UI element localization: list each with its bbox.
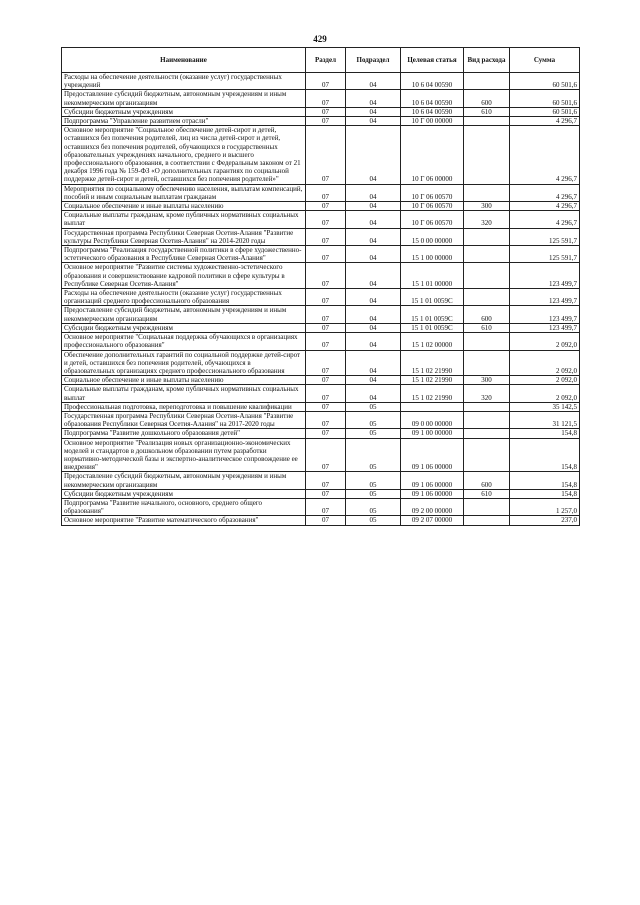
row-name-cell: Подпрограмма "Реализация государственной политики в сфере художественно-эстетического образования в Республике Северная Осетия-Алания" — [62, 246, 306, 263]
row-subsection-cell: 04 — [346, 202, 401, 211]
row-section-cell: 07 — [306, 228, 346, 245]
table-row — [62, 126, 580, 184]
row-subsection-cell: 04 — [346, 246, 401, 263]
row-kind-cell — [464, 263, 510, 289]
row-section-cell: 07 — [306, 350, 346, 376]
row-sum-cell: 4 296,7 — [510, 211, 580, 228]
row-kind-cell: 610 — [464, 489, 510, 498]
row-subsection-cell: 04 — [346, 333, 401, 350]
row-kind-cell: 300 — [464, 376, 510, 385]
row-kind-cell: 600 — [464, 90, 510, 107]
row-kind-cell — [464, 402, 510, 411]
row-section-cell: 07 — [306, 323, 346, 332]
row-name-cell: Основное мероприятие "Социальное обеспечение детей-сирот и детей, оставшихся без попечения родителей, лиц из числа детей-сирот и детей, оставшихся без попечения родителей, обучающихся в государственных образовательных учреждениях начального, среднего и высшего профессионального образования, в соответствии с Федеральным законом от 21 декабря 1996 года № 159-ФЗ «О дополнительных гарантиях по социальной поддержке детей-сирот и детей, оставшихся без попечения родителей»" — [62, 126, 306, 184]
row-sum-cell: 125 591,7 — [510, 228, 580, 245]
row-section-cell: 07 — [306, 246, 346, 263]
row-name-cell: Субсидии бюджетным учреждениям — [62, 107, 306, 116]
row-name-cell: Социальные выплаты гражданам, кроме публичных нормативных социальных выплат — [62, 211, 306, 228]
row-kind-cell — [464, 350, 510, 376]
row-subsection-cell: 04 — [346, 323, 401, 332]
table-row — [62, 333, 580, 350]
table-row — [62, 246, 580, 263]
header-sum: Сумма — [510, 48, 580, 73]
row-name-cell: Подпрограмма "Развитие дошкольного образования детей" — [62, 429, 306, 438]
row-kind-cell — [464, 228, 510, 245]
row-target-cell: 09 2 07 00000 — [401, 516, 464, 525]
row-name-cell: Субсидии бюджетным учреждениям — [62, 489, 306, 498]
row-name-cell: Предоставление субсидий бюджетным, автономным учреждениям и иным некоммерческим организациям — [62, 306, 306, 323]
row-subsection-cell: 04 — [346, 117, 401, 126]
row-sum-cell: 4 296,7 — [510, 202, 580, 211]
row-name-cell: Предоставление субсидий бюджетным, автономным учреждениям и иным некоммерческим организациям — [62, 472, 306, 489]
row-kind-cell — [464, 73, 510, 90]
row-kind-cell — [464, 126, 510, 184]
table-row — [62, 376, 580, 385]
row-subsection-cell: 05 — [346, 438, 401, 472]
table-row — [62, 411, 580, 428]
row-kind-cell — [464, 289, 510, 306]
row-section-cell: 07 — [306, 402, 346, 411]
row-subsection-cell: 04 — [346, 90, 401, 107]
table-row — [62, 90, 580, 107]
row-target-cell: 15 1 01 00000 — [401, 263, 464, 289]
row-target-cell — [401, 402, 464, 411]
row-kind-cell — [464, 117, 510, 126]
row-section-cell: 07 — [306, 489, 346, 498]
row-section-cell: 07 — [306, 211, 346, 228]
row-subsection-cell: 05 — [346, 498, 401, 515]
row-kind-cell — [464, 438, 510, 472]
row-section-cell: 07 — [306, 516, 346, 525]
table-row — [62, 350, 580, 376]
row-subsection-cell: 04 — [346, 306, 401, 323]
row-subsection-cell: 05 — [346, 472, 401, 489]
row-section-cell: 07 — [306, 107, 346, 116]
row-subsection-cell: 04 — [346, 211, 401, 228]
row-subsection-cell: 04 — [346, 73, 401, 90]
row-name-cell: Социальное обеспечение и иные выплаты населению — [62, 202, 306, 211]
row-sum-cell: 4 296,7 — [510, 184, 580, 201]
row-sum-cell: 154,8 — [510, 472, 580, 489]
row-target-cell: 15 1 02 00000 — [401, 333, 464, 350]
row-subsection-cell: 04 — [346, 126, 401, 184]
budget-table — [61, 47, 580, 526]
table-row — [62, 498, 580, 515]
row-name-cell: Социальные выплаты гражданам, кроме публичных нормативных социальных выплат — [62, 385, 306, 402]
row-target-cell: 15 1 02 21990 — [401, 376, 464, 385]
row-sum-cell: 31 121,5 — [510, 411, 580, 428]
row-target-cell: 09 2 00 00000 — [401, 498, 464, 515]
row-section-cell: 07 — [306, 306, 346, 323]
row-kind-cell — [464, 498, 510, 515]
row-subsection-cell: 04 — [346, 350, 401, 376]
row-name-cell: Государственная программа Республики Северная Осетия-Алания "Развитие образования Республики Северная Осетия-Алания" на 2017-2020 годы — [62, 411, 306, 428]
row-name-cell: Обеспечение дополнительных гарантий по социальной поддержке детей-сирот и детей, оставшихся без попечения родителей, обучающихся в образовательных организациях среднего профессионального образования — [62, 350, 306, 376]
row-target-cell: 15 0 00 00000 — [401, 228, 464, 245]
row-name-cell: Основное мероприятие "Развитие системы художественно-эстетического образования и совершенствование кадровой политики в сфере культуры в Республике Северная Осетия-Алания" — [62, 263, 306, 289]
row-name-cell: Мероприятия по социальному обеспечению населения, выплатам компенсаций, пособий и иным социальным выплатам гражданам — [62, 184, 306, 201]
row-name-cell: Государственная программа Республики Северная Осетия-Алания "Развитие культуры Республики Северная Осетия-Алания" на 2014-2020 годы — [62, 228, 306, 245]
row-section-cell: 07 — [306, 126, 346, 184]
table-row — [62, 402, 580, 411]
row-sum-cell: 2 092,0 — [510, 385, 580, 402]
row-sum-cell: 2 092,0 — [510, 350, 580, 376]
row-target-cell: 15 1 02 21990 — [401, 350, 464, 376]
row-kind-cell: 600 — [464, 306, 510, 323]
row-kind-cell — [464, 184, 510, 201]
row-target-cell: 09 1 06 00000 — [401, 489, 464, 498]
row-kind-cell — [464, 516, 510, 525]
table-header-row — [62, 48, 580, 73]
page-number: 429 — [313, 34, 327, 44]
table-row — [62, 107, 580, 116]
table-row — [62, 202, 580, 211]
row-sum-cell: 35 142,5 — [510, 402, 580, 411]
row-sum-cell: 4 296,7 — [510, 117, 580, 126]
row-subsection-cell: 05 — [346, 411, 401, 428]
row-section-cell: 07 — [306, 385, 346, 402]
row-target-cell: 15 1 01 0059С — [401, 323, 464, 332]
table-row — [62, 263, 580, 289]
table-row — [62, 306, 580, 323]
row-subsection-cell: 05 — [346, 489, 401, 498]
table-row — [62, 472, 580, 489]
row-section-cell: 07 — [306, 376, 346, 385]
header-section: Раздел — [306, 48, 346, 73]
row-section-cell: 07 — [306, 498, 346, 515]
row-section-cell: 07 — [306, 472, 346, 489]
table-row — [62, 73, 580, 90]
row-sum-cell: 154,8 — [510, 438, 580, 472]
row-kind-cell — [464, 429, 510, 438]
row-section-cell: 07 — [306, 117, 346, 126]
table-row — [62, 289, 580, 306]
table-row — [62, 438, 580, 472]
row-section-cell: 07 — [306, 202, 346, 211]
table-row — [62, 385, 580, 402]
row-name-cell: Профессиональная подготовка, переподготовка и повышение квалификации — [62, 402, 306, 411]
row-name-cell: Расходы на обеспечение деятельности (оказание услуг) государственных организаций среднего профессионального образования — [62, 289, 306, 306]
row-kind-cell — [464, 411, 510, 428]
table-row — [62, 429, 580, 438]
row-subsection-cell: 05 — [346, 402, 401, 411]
row-target-cell: 10 6 04 00590 — [401, 73, 464, 90]
row-section-cell: 07 — [306, 438, 346, 472]
row-target-cell: 09 1 06 00000 — [401, 438, 464, 472]
row-subsection-cell: 05 — [346, 429, 401, 438]
row-subsection-cell: 04 — [346, 385, 401, 402]
row-section-cell: 07 — [306, 411, 346, 428]
row-sum-cell: 154,8 — [510, 429, 580, 438]
row-subsection-cell: 04 — [346, 228, 401, 245]
table-row — [62, 184, 580, 201]
row-sum-cell: 2 092,0 — [510, 376, 580, 385]
row-target-cell: 15 1 00 00000 — [401, 246, 464, 263]
row-name-cell: Субсидии бюджетным учреждениям — [62, 323, 306, 332]
row-kind-cell: 610 — [464, 107, 510, 116]
row-target-cell: 15 1 01 0059С — [401, 306, 464, 323]
row-subsection-cell: 05 — [346, 516, 401, 525]
row-sum-cell: 60 501,6 — [510, 107, 580, 116]
row-subsection-cell: 04 — [346, 263, 401, 289]
row-section-cell: 07 — [306, 289, 346, 306]
row-target-cell: 10 6 04 00590 — [401, 107, 464, 116]
row-subsection-cell: 04 — [346, 184, 401, 201]
row-sum-cell: 154,8 — [510, 489, 580, 498]
row-target-cell: 10 Г 06 00570 — [401, 184, 464, 201]
row-sum-cell: 2 092,0 — [510, 333, 580, 350]
table-row — [62, 323, 580, 332]
row-section-cell: 07 — [306, 73, 346, 90]
row-kind-cell: 610 — [464, 323, 510, 332]
table-row — [62, 516, 580, 525]
row-target-cell: 10 Г 06 00570 — [401, 202, 464, 211]
row-section-cell: 07 — [306, 429, 346, 438]
row-subsection-cell: 04 — [346, 376, 401, 385]
row-subsection-cell: 04 — [346, 289, 401, 306]
row-sum-cell: 60 501,6 — [510, 73, 580, 90]
row-section-cell: 07 — [306, 184, 346, 201]
row-kind-cell — [464, 246, 510, 263]
row-target-cell: 10 Г 00 00000 — [401, 117, 464, 126]
row-name-cell: Основное мероприятие "Реализация новых организационно-экономических моделей и стандартов в дошкольном образовании путем разработки нормативно-методической базы и экспертно-аналитическое сопровождение ее внедрения" — [62, 438, 306, 472]
row-section-cell: 07 — [306, 333, 346, 350]
row-sum-cell: 123 499,7 — [510, 323, 580, 332]
row-kind-cell: 300 — [464, 202, 510, 211]
header-name: Наименование — [62, 48, 306, 73]
row-kind-cell: 320 — [464, 211, 510, 228]
table-row — [62, 117, 580, 126]
row-sum-cell: 123 499,7 — [510, 289, 580, 306]
row-sum-cell: 237,0 — [510, 516, 580, 525]
row-section-cell: 07 — [306, 263, 346, 289]
table-row — [62, 211, 580, 228]
row-kind-cell: 600 — [464, 472, 510, 489]
row-sum-cell: 125 591,7 — [510, 246, 580, 263]
row-sum-cell: 123 499,7 — [510, 263, 580, 289]
row-sum-cell: 4 296,7 — [510, 126, 580, 184]
row-name-cell: Расходы на обеспечение деятельности (оказание услуг) государственных учреждений — [62, 73, 306, 90]
row-sum-cell: 60 501,6 — [510, 90, 580, 107]
row-name-cell: Социальное обеспечение и иные выплаты населению — [62, 376, 306, 385]
row-target-cell: 10 6 04 00590 — [401, 90, 464, 107]
row-kind-cell — [464, 333, 510, 350]
row-target-cell: 15 1 02 21990 — [401, 385, 464, 402]
row-kind-cell: 320 — [464, 385, 510, 402]
table-row — [62, 489, 580, 498]
row-target-cell: 15 1 01 0059С — [401, 289, 464, 306]
row-sum-cell: 1 257,0 — [510, 498, 580, 515]
row-sum-cell: 123 499,7 — [510, 306, 580, 323]
header-target: Целевая статья — [401, 48, 464, 73]
row-target-cell: 09 1 00 00000 — [401, 429, 464, 438]
row-target-cell: 10 Г 06 00000 — [401, 126, 464, 184]
row-name-cell: Подпрограмма "Развитие начального, основного, среднего общего образования" — [62, 498, 306, 515]
row-target-cell: 10 Г 06 00570 — [401, 211, 464, 228]
header-kind: Вид расхода — [464, 48, 510, 73]
row-subsection-cell: 04 — [346, 107, 401, 116]
row-name-cell: Основное мероприятие "Развитие математического образования" — [62, 516, 306, 525]
row-target-cell: 09 1 06 00000 — [401, 472, 464, 489]
row-name-cell: Основное мероприятие "Социальная поддержка обучающихся в организациях профессионального образования" — [62, 333, 306, 350]
row-section-cell: 07 — [306, 90, 346, 107]
row-name-cell: Подпрограмма "Управление развитием отрасли" — [62, 117, 306, 126]
header-subsection: Подраздел — [346, 48, 401, 73]
row-name-cell: Предоставление субсидий бюджетным, автономным учреждениям и иным некоммерческим организациям — [62, 90, 306, 107]
row-target-cell: 09 0 00 00000 — [401, 411, 464, 428]
table-row — [62, 228, 580, 245]
